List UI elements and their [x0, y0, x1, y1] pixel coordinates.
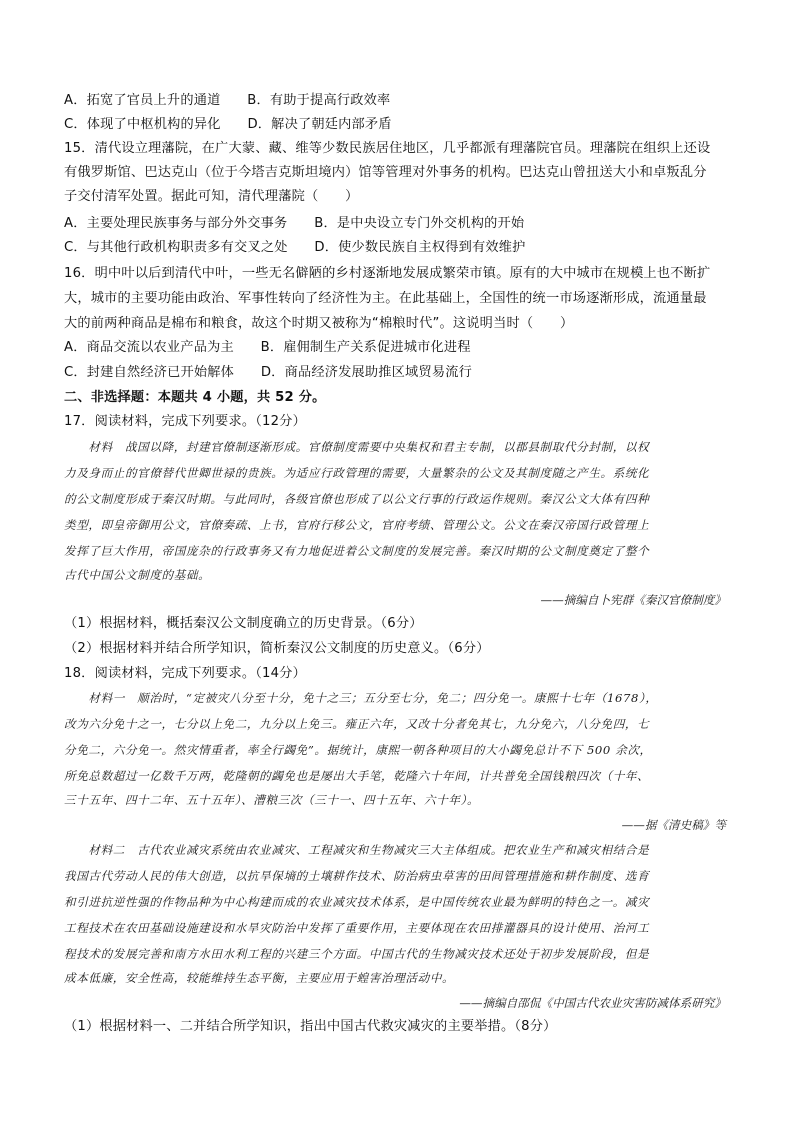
q18-material1-line: 材料一 顺治时，“定被灾八分至十分，免十之三；五分至七分，免二；四分免一。康熙十七年（1678）， [64, 691, 658, 705]
q18-material1-line: 分免二，六分免一。然灾情重者，率全行蠲免”。据统计，康熙一朝各种项目的大小蠲免总计不下 500 余次， [64, 743, 652, 757]
q18-source2: ——摘编自邵侃《中国古代农业灾害防减体系研究》 [459, 996, 726, 1010]
q17-source: ——摘编自卜宪群《秦汉官僚制度》 [540, 593, 726, 607]
q16-stem-line3: 大的前两种商品是棉布和粮食，故这个时期又被称为“棉粮时代”。这说明当时（ ） [64, 316, 574, 331]
q15-options-line2: C．与其他行政机构职责多有交叉之处 D．使少数民族自主权得到有效维护 [64, 240, 526, 255]
q16-stem-line1: 16．明中叶以后到清代中叶，一些无名僻陋的乡村逐渐地发展成繁荣市镇。原有的大中城市在规模上也不断扩 [64, 266, 711, 281]
q17-material-line: 力及身而止的官僚替代世卿世禄的贵族。为适应行政管理的需要，大量繁杂的公文及其制度随之产生。系统化 [64, 466, 650, 480]
q17-material-line: 古代中国公文制度的基础。 [64, 568, 211, 582]
q18-material2-line: 材料二 古代农业减灾系统由农业减灾、工程减灾和生物减灾三大主体组成。把农业生产和减灾相结合是 [64, 843, 650, 857]
q17-stem: 17．阅读材料，完成下列要求。（12分） [64, 414, 306, 429]
q18-material1-line: 所免总数超过一亿数千万两，乾隆朝的蠲免也是屡出大手笔，乾隆六十年间，计共普免全国钱粮四次（十年、 [64, 769, 650, 783]
q17-material-line: 发挥了巨大作用，帝国庞杂的行政事务又有力地促进着公文制度的发展完善。秦汉时期的公文制度奠定了整个 [64, 544, 650, 558]
q15-stem-line3: 子交付清军处置。据此可知，清代理藩院（ ） [64, 189, 359, 204]
q16-stem-line2: 大，城市的主要功能由政治、军事性转向了经济性为主。在此基础上，全国性的统一市场逐渐形成，流通量最 [64, 291, 707, 306]
q15-options-line1: A．主要处理民族事务与部分外交事务 B．是中央设立专门外交机构的开始 [64, 216, 525, 231]
q18-material2-line: 工程技术在农田基础设施建设和水旱灾防治中发挥了重要作用，主要体现在农田排灌器具的设计使用、治河工 [64, 921, 650, 935]
q17-material-line: 类型，即皇帝御用公文，官僚奏疏、上书，官府行移公文，官府考绩、管理公文。公文在秦汉帝国行政管理上 [64, 518, 650, 532]
q14-options-line2: C．体现了中枢机构的异化 D．解决了朝廷内部矛盾 [64, 117, 392, 132]
q18-material2-line: 我国古代劳动人民的伟大创造，以抗旱保墒的土壤耕作技术、防治病虫草害的田间管理措施和耕作制度、选育 [64, 869, 650, 883]
q18-material1-line: 改为六分免十之一，七分以上免二，九分以上免三。雍正六年，又改十分者免其七，九分免六，八分免四，七 [64, 717, 650, 731]
q18-material1-line: 三十五年、四十二年、五十五年）、漕粮三次（三十一、四十五年、六十年）。 [64, 793, 480, 807]
q18-source1: ——据《清史稿》等 [621, 818, 726, 832]
q18-material2-line: 程技术的发展完善和南方水田水利工程的兴建三个方面。中国古代的生物减灾技术还处于初步发展阶段，但是 [64, 947, 650, 961]
q16-options-line2: C．封建自然经济已开始解体 D．商品经济发展助推区域贸易流行 [64, 365, 472, 380]
q17-material-line: 材料 战国以降，封建官僚制逐渐形成。官僚制度需要中央集权和君主专制，以郡县制取代分封制，以权 [64, 440, 650, 454]
q16-options-line1: A．商品交流以农业产品为主 B．雇佣制生产关系促进城市化进程 [64, 340, 471, 355]
q15-stem-line1: 15．清代设立理藩院，在广大蒙、藏、维等少数民族居住地区，几乎都派有理藩院官员。理藩院在组织上还设 [64, 141, 711, 156]
q17-sub-question-2: （2）根据材料并结合所学知识，简析秦汉公文制度的历史意义。（6分） [64, 641, 490, 656]
q17-material-line: 的公文制度形成于秦汉时期。与此同时，各级官僚也形成了以公文行事的行政运作规则。秦汉公文大体有四种 [64, 492, 650, 506]
q17-sub-question-1: （1）根据材料，概括秦汉公文制度确立的历史背景。（6分） [64, 616, 423, 631]
q18-stem: 18．阅读材料，完成下列要求。（14分） [64, 666, 306, 681]
section-2-title: 二、非选择题：本题共 4 小题，共 52 分。 [64, 390, 326, 405]
q18-material2-line: 成本低廉，安全性高，较能维持生态平衡，主要应用于蝗害治理活动中。 [64, 971, 455, 985]
q18-material2-line: 和引进抗逆性强的作物品种为中心构建而成的农业减灾技术体系，是中国传统农业最为鲜明的特色之一。减灾 [64, 895, 650, 909]
q18-sub-question-1: （1）根据材料一、二并结合所学知识，指出中国古代救灾减灾的主要举措。（8分） [64, 1019, 557, 1034]
q14-options-line1: A．拓宽了官员上升的通道 B．有助于提高行政效率 [64, 93, 391, 108]
q15-stem-line2: 有俄罗斯馆、巴达克山（位于今塔吉克斯坦境内）馆等管理对外事务的机构。巴达克山曾扭送大小和卓叛乱分 [64, 165, 707, 180]
